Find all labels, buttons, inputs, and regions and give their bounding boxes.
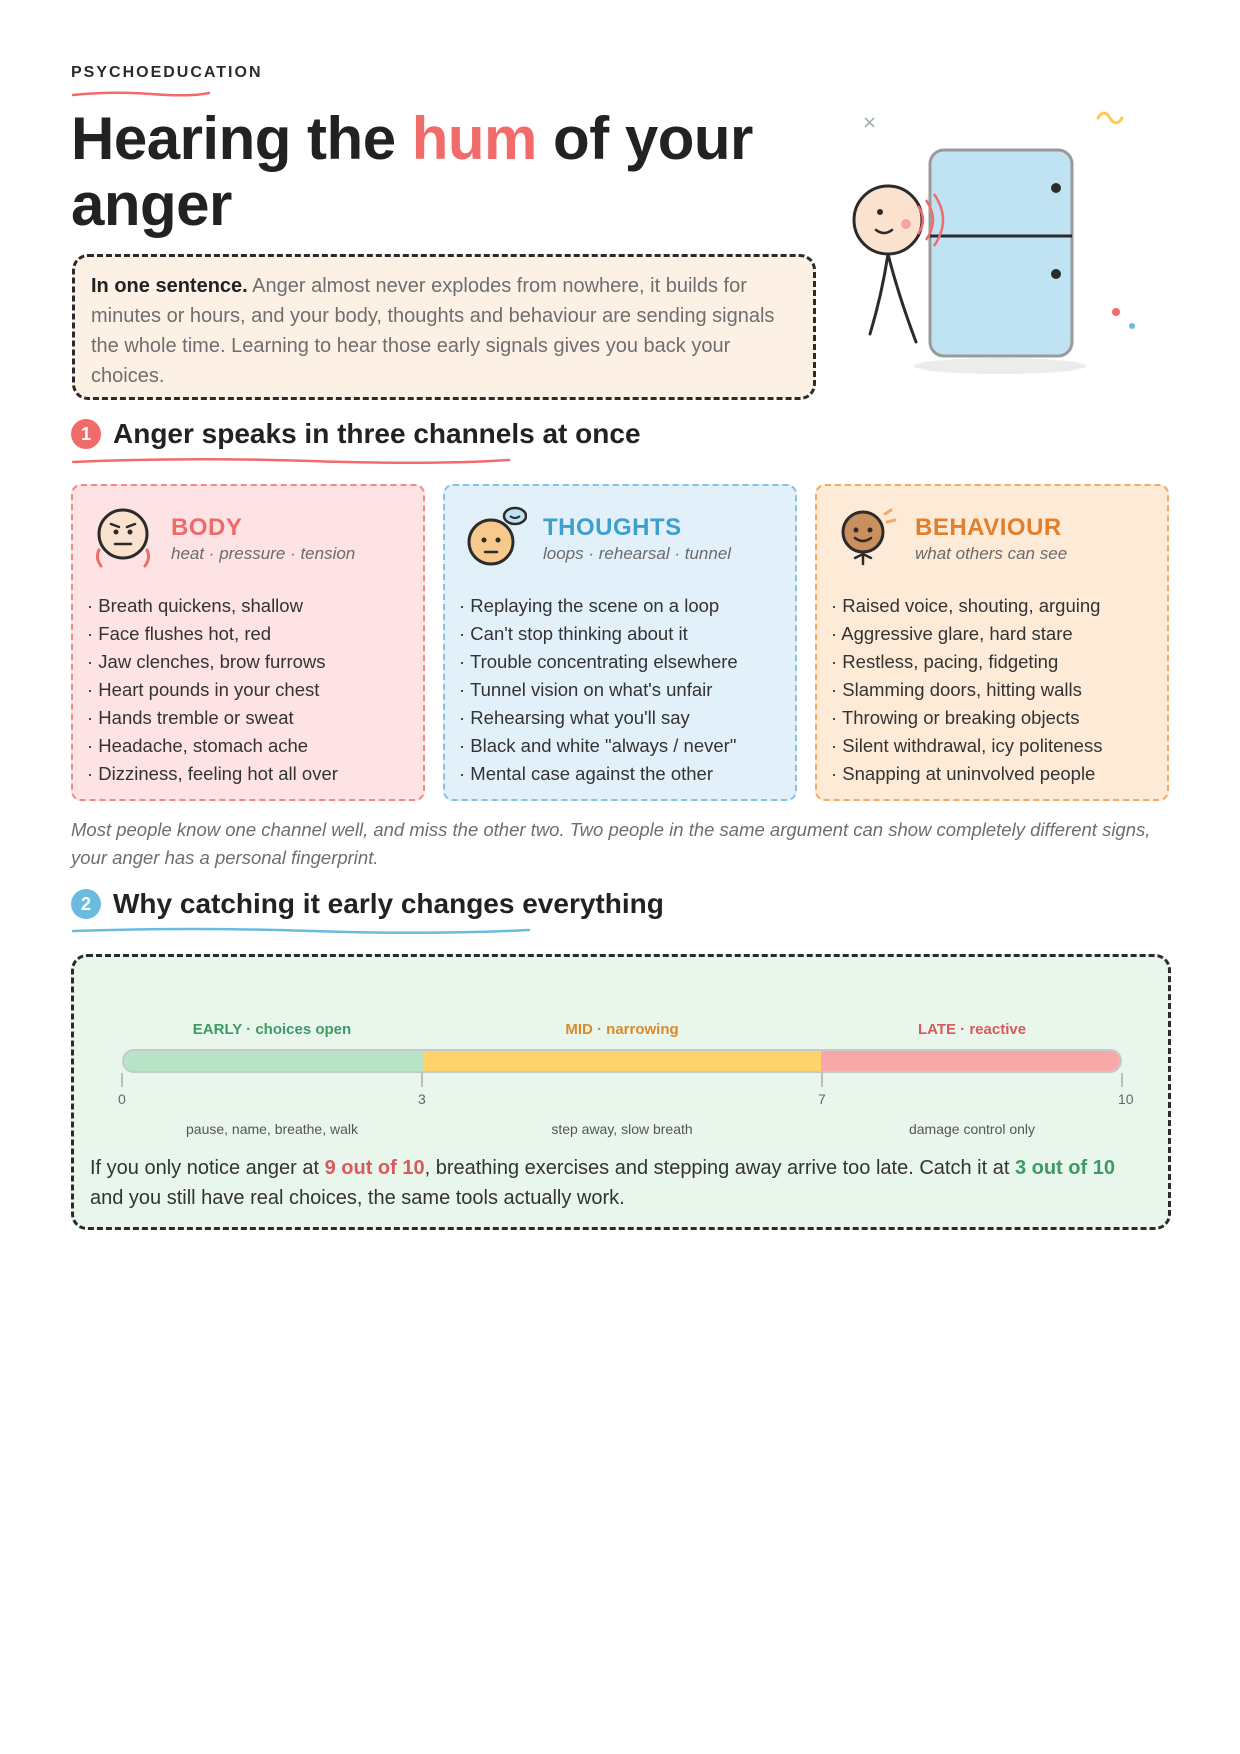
section-2-title: Why catching it early changes everything [113, 888, 664, 919]
card-body-list [87, 592, 338, 788]
section-2-heading [71, 888, 664, 920]
scale-text-part-3: and you still have real choices, the same tools actually work. [90, 1187, 625, 1209]
card-thoughts-subtitle: loops · rehearsal · tunnel [543, 544, 732, 563]
anger-scale-track [122, 1049, 1122, 1073]
late-value: 9 out of 10 [324, 1157, 425, 1179]
summary-text: Anger almost never explodes from nowhere, it builds for minutes or hours, and your body, thoughts and behaviour are sending signals the whole time. Learning to hear those early signals gives you back your choices. [91, 275, 775, 387]
summary-lead: In one sentence. [91, 275, 248, 297]
person-shouting-icon [835, 506, 899, 570]
list-item: · Black and white "always / never" [459, 735, 737, 756]
listener-head [854, 186, 922, 254]
section-1-number: 1 [71, 419, 101, 449]
list-item: · Throwing or breaking objects [831, 707, 1080, 728]
scale-tick-label: 0 [118, 1091, 126, 1107]
card-thoughts-list [459, 592, 738, 788]
scale-tick-label: 7 [818, 1091, 826, 1107]
scale-tick-label: 10 [1118, 1091, 1134, 1107]
fridge-handle-top [1051, 183, 1061, 193]
list-item: · Replaying the scene on a loop [459, 595, 720, 616]
dot-blue-icon [1129, 323, 1135, 329]
fridge-shape [930, 150, 1072, 356]
channels-note: Most people know one channel well, and miss the other two. Two people in the same argument can show completely different signs, your anger has a personal fingerprint. [71, 819, 1151, 868]
card-behaviour-title: BEHAVIOUR [915, 514, 1062, 541]
list-item: · Trouble concentrating elsewhere [459, 651, 738, 672]
title-part-2: of your anger [71, 105, 753, 238]
scale-zone-2 [821, 1051, 1120, 1071]
list-item: · Snapping at uninvolved people [831, 763, 1096, 784]
summary-box [72, 254, 816, 400]
hero-illustration [848, 106, 1158, 386]
section-1-underline [71, 456, 511, 466]
sparkle-x-icon: × [862, 112, 878, 133]
list-item: · Breath quickens, shallow [87, 595, 303, 616]
zone-label: LATE · reactive [917, 1021, 1027, 1038]
dot-red-icon [1112, 308, 1120, 316]
early-value: 3 out of 10 [1014, 1157, 1115, 1179]
card-behaviour-list [831, 592, 1102, 788]
scale-zone-1 [423, 1051, 821, 1071]
list-item: · Dizziness, feeling hot all over [87, 763, 338, 784]
squiggle-icon [1098, 113, 1122, 123]
list-item: · Tunnel vision on what's unfair [459, 679, 713, 700]
scale-tick [121, 1073, 123, 1087]
card-body-title: BODY [171, 514, 243, 541]
list-item: · Raised voice, shouting, arguing [831, 595, 1101, 616]
title-highlight: hum [411, 105, 537, 172]
list-item: · Jaw clenches, brow furrows [87, 651, 326, 672]
scale-tick [1121, 1073, 1123, 1087]
scale-zone-0 [124, 1051, 423, 1071]
list-item: · Can't stop thinking about it [459, 623, 688, 644]
card-thoughts [443, 484, 797, 801]
list-item: · Aggressive glare, hard stare [831, 623, 1073, 644]
list-item: · Face flushes hot, red [87, 623, 272, 644]
zone-action: pause, name, breathe, walk [186, 1121, 358, 1137]
thinking-face-icon [463, 506, 527, 570]
list-item: · Rehearsing what you'll say [459, 707, 690, 728]
zone-action: damage control only [908, 1121, 1036, 1137]
scale-text-part-2: , breathing exercises and stepping away arrive too late. Catch it at [424, 1157, 1015, 1179]
section-1-title: Anger speaks in three channels at once [113, 418, 641, 449]
floor-shadow [914, 358, 1086, 374]
section-1-heading [71, 418, 641, 450]
scale-explanation [90, 1153, 1150, 1213]
eyebrow-underline [71, 90, 211, 98]
zone-label: MID · narrowing [565, 1021, 679, 1038]
list-item: · Mental case against the other [459, 763, 714, 784]
worried-face-icon [91, 506, 155, 570]
card-body-subtitle: heat · pressure · tension [171, 544, 356, 563]
scale-tick [421, 1073, 423, 1087]
list-item: · Slamming doors, hitting walls [831, 679, 1082, 700]
eyebrow-label: PSYCHOEDUCATION [71, 64, 263, 81]
list-item: · Hands tremble or sweat [87, 707, 294, 728]
scale-tick [821, 1073, 823, 1087]
card-body [71, 484, 425, 801]
card-behaviour [815, 484, 1169, 801]
zone-action: step away, slow breath [551, 1121, 693, 1137]
title-part-1: Hearing the [71, 105, 412, 172]
section-2-number: 2 [71, 889, 101, 919]
card-thoughts-title: THOUGHTS [543, 514, 682, 541]
card-behaviour-subtitle: what others can see [915, 544, 1068, 563]
section-2-underline [71, 926, 531, 936]
scale-text-part-1: If you only notice anger at [90, 1157, 325, 1179]
scale-tick-label: 3 [418, 1091, 426, 1107]
page-title [71, 106, 831, 238]
list-item: · Restless, pacing, fidgeting [831, 651, 1059, 672]
list-item: · Heart pounds in your chest [87, 679, 320, 700]
list-item: · Silent withdrawal, icy politeness [831, 735, 1103, 756]
anger-scale-box [71, 954, 1171, 1230]
fridge-handle-bottom [1051, 269, 1061, 279]
list-item: · Headache, stomach ache [87, 735, 309, 756]
zone-label: EARLY · choices open [192, 1021, 352, 1038]
